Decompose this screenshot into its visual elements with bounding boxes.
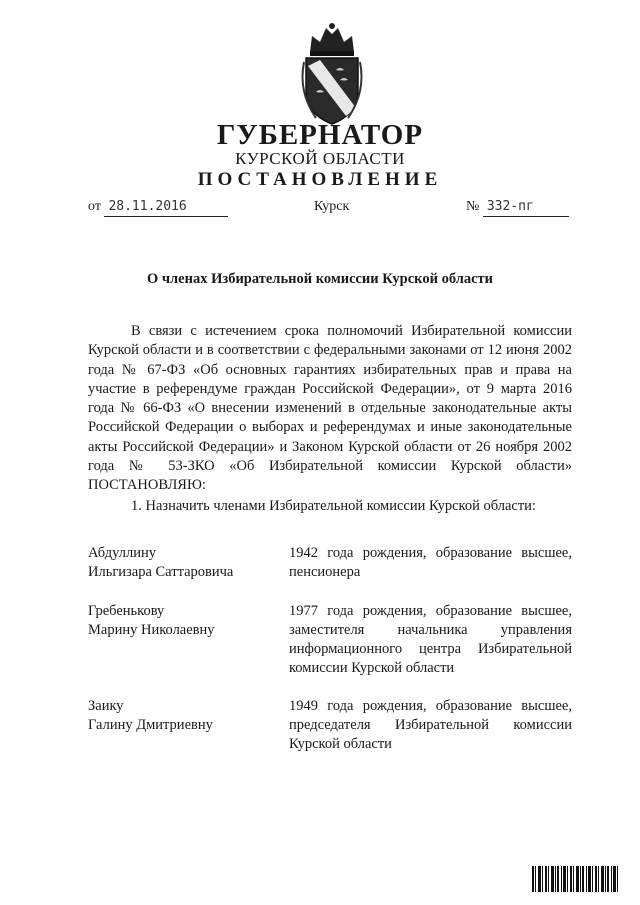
date-prefix: от <box>88 199 101 214</box>
member-given-name: Ильгизара Саттаровича <box>88 564 234 580</box>
member-surname: Абдуллину <box>88 545 156 561</box>
decree-date <box>88 198 228 217</box>
decree-preamble: В связи с истечением срока полномочий Избирательной комиссии Курской области и в соответствии с федеральными законами от 12 июня 2002 года № 67-ФЗ «Об основных гарантиях избирательных прав и права на участие в референдуме граждан Российской Федерации», от 9 марта 2016 года № 66-ФЗ «О внесении изменений в отдельные законодательные акты Российской Федерации о выборах и референдумах и иные законодательные акты Российской Федерации» и Законом Курской области от 26 ноября 2002 года № 53-ЗКО «Об Избирательной комиссии Курской области» ПОСТАНОВЛЯЮ: <box>88 323 572 494</box>
coat-of-arms-emblem <box>296 22 368 126</box>
member-surname: Гребенькову <box>88 603 165 619</box>
date-value: 28.11.2016 <box>108 199 187 214</box>
member-surname: Заику <box>88 698 124 714</box>
member-given-name: Марину Николаевну <box>88 622 215 638</box>
decree-number <box>466 198 569 217</box>
member-description: 1942 года рождения, образование высшее, пенсионера <box>289 545 572 580</box>
member-description: 1977 года рождения, образование высшее, заместителя начальника управления информационного центра Избирательной комиссии Курской области <box>289 603 572 676</box>
governor-title: ГУБЕРНАТОР <box>216 119 424 151</box>
decree-subject: О членах Избирательной комиссии Курской области <box>146 271 494 287</box>
member-name <box>88 544 288 582</box>
decree-city: Курск <box>314 199 350 214</box>
member-name <box>88 602 288 640</box>
member-description: 1949 года рождения, образование высшее, председателя Избирательной комиссии Курской области <box>289 698 572 752</box>
member-given-name: Галину Дмитриевну <box>88 717 213 733</box>
decree-item-1: 1. Назначить членами Избирательной комиссии Курской области: <box>131 498 536 514</box>
barcode-icon <box>532 866 618 892</box>
member-name <box>88 697 288 735</box>
decree-title: ПОСТАНОВЛЕНИЕ <box>197 169 443 190</box>
region-title: КУРСКОЙ ОБЛАСТИ <box>235 149 405 168</box>
number-value: 332-пг <box>486 199 534 214</box>
number-prefix: № <box>466 199 480 214</box>
